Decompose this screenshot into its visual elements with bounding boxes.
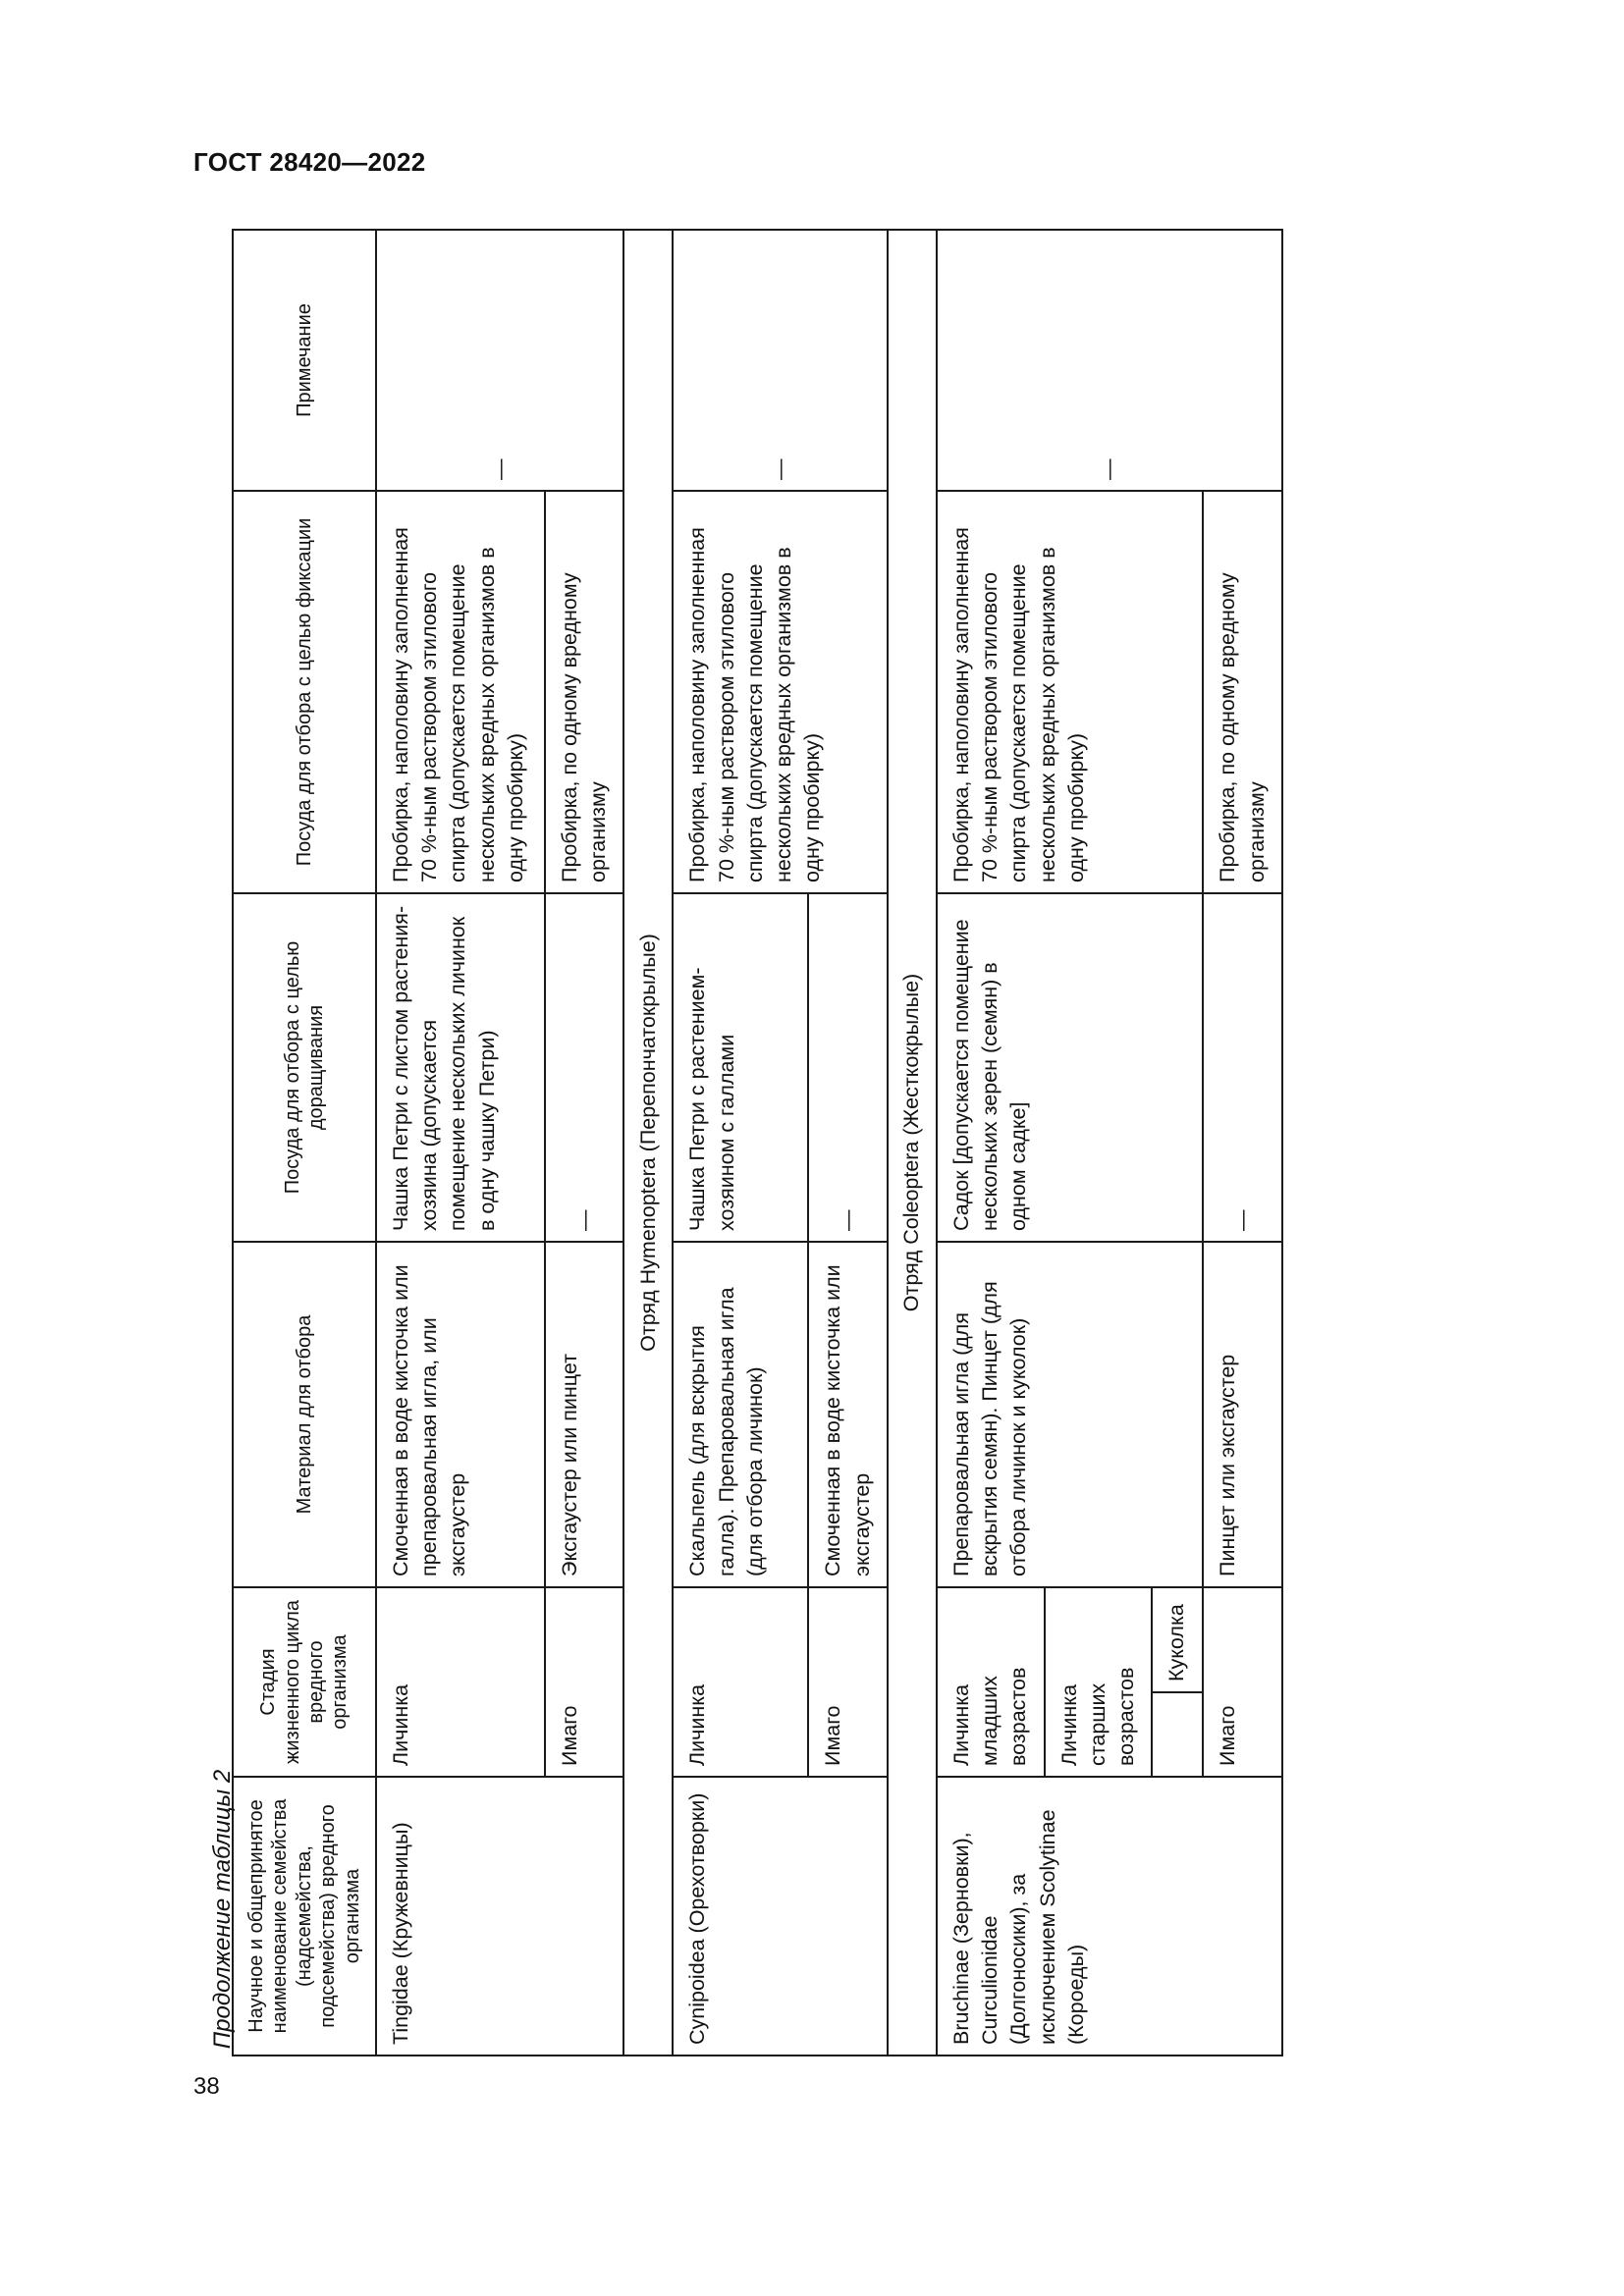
stage-cell: Имаго — [808, 1587, 887, 1777]
material-cell: Эксгаустер или пинцет — [545, 1242, 623, 1587]
header-note: Примечание — [233, 230, 376, 491]
family-cynipoidea: Cynipoidea (Орехотворки) — [673, 1777, 887, 2056]
stage-cell: Имаго — [1203, 1587, 1281, 1777]
order-row — [888, 230, 937, 2056]
table-row — [937, 230, 1045, 2056]
rearing-cell: Чашка Петри с растением-хозяином с галлами — [673, 893, 808, 1242]
material-cell: Смоченная в воде кисточка или эксгаустер — [808, 1242, 887, 1587]
stage-cell: Личинка старших возрастов — [1045, 1587, 1153, 1777]
stage-cell: Имаго — [545, 1587, 623, 1777]
stage-cell: Куколка — [1152, 1587, 1203, 1692]
fixation-cell: Пробирка, по одному вредному организму — [1203, 491, 1281, 893]
stage-cell: Личинка — [376, 1587, 545, 1777]
fixation-cell: Пробирка, наполовину заполненная 70 %-ным раствором этилового спирта (допускается помещение нескольких вредных организмов в одну пробирку) — [937, 491, 1203, 893]
order-coleoptera: Отряд Coleoptera (Жесткокрылые) — [888, 230, 937, 2056]
rearing-cell: — — [808, 893, 887, 1242]
material-cell: Пинцет или эксгаустер — [1203, 1242, 1281, 1587]
page-number: 38 — [193, 2073, 220, 2100]
fixation-cell: Пробирка, по одному вредному организму — [545, 491, 623, 893]
material-cell: Препаровальная игла (для вскрытия семян). Пинцет (для отбора личинок и куколок) — [937, 1242, 1203, 1587]
header-material: Материал для отбора — [233, 1242, 376, 1587]
fixation-cell: Пробирка, наполовину заполненная 70 %-ным раствором этилового спирта (допускается помещение нескольких вредных организмов в одну пробирку) — [376, 491, 545, 893]
table-caption-text: Продолжение таблицы 2 — [209, 1769, 236, 2050]
table-row — [376, 230, 545, 2056]
header-stage: Стадия жизненного цикла вредного организма — [233, 1587, 376, 1777]
note-cell: — — [376, 230, 623, 491]
note-cell: — — [673, 230, 887, 491]
pest-sampling-table — [232, 229, 1283, 2056]
material-cell: Скальпель (для вскрытия галла). Препаровальная игла (для отбора личинок) — [673, 1242, 808, 1587]
family-tingidae: Tingidae (Кружевницы) — [376, 1777, 623, 2056]
stage-cell: Личинка младших возрастов — [937, 1587, 1045, 1777]
order-row — [623, 230, 673, 2056]
material-cell: Смоченная в воде кисточка или препаровальная игла, или эксгаустер — [376, 1242, 545, 1587]
rearing-cell: Садок [допускается помещение нескольких зерен (семян) в одном садке] — [937, 893, 1203, 1242]
rearing-cell: Чашка Петри с листом растения-хозяина (допускается помещение нескольких личинок в одну чашку Петри) — [376, 893, 545, 1242]
header-name: Научное и общепринятое наименование семейства (надсемейства, подсемейства) вредного организма — [233, 1777, 376, 2056]
header-rearing: Посуда для отбора с целью доращивания — [233, 893, 376, 1242]
order-hymenoptera: Отряд Hymenoptera (Перепончатокрылые) — [623, 230, 673, 2056]
stage-cell: Личинка — [673, 1587, 808, 1777]
fixation-cell: Пробирка, наполовину заполненная 70 %-ным раствором этилового спирта (допускается помещение нескольких вредных организмов в одну пробирку) — [673, 491, 887, 893]
rearing-cell: — — [1203, 893, 1281, 1242]
note-cell: — — [937, 230, 1282, 491]
table-row — [673, 230, 808, 2056]
rearing-cell: — — [545, 893, 623, 1242]
rotated-table-block — [232, 231, 1280, 2056]
header-fixation: Посуда для отбора с целью фиксации — [233, 491, 376, 893]
family-bruchinae: Bruchinae (Зерновки), Curculionidae (Долгоносики), за исключением Scolytinae (Короеды) — [937, 1777, 1282, 2056]
standard-code: ГОСТ 28420—2022 — [193, 147, 426, 177]
